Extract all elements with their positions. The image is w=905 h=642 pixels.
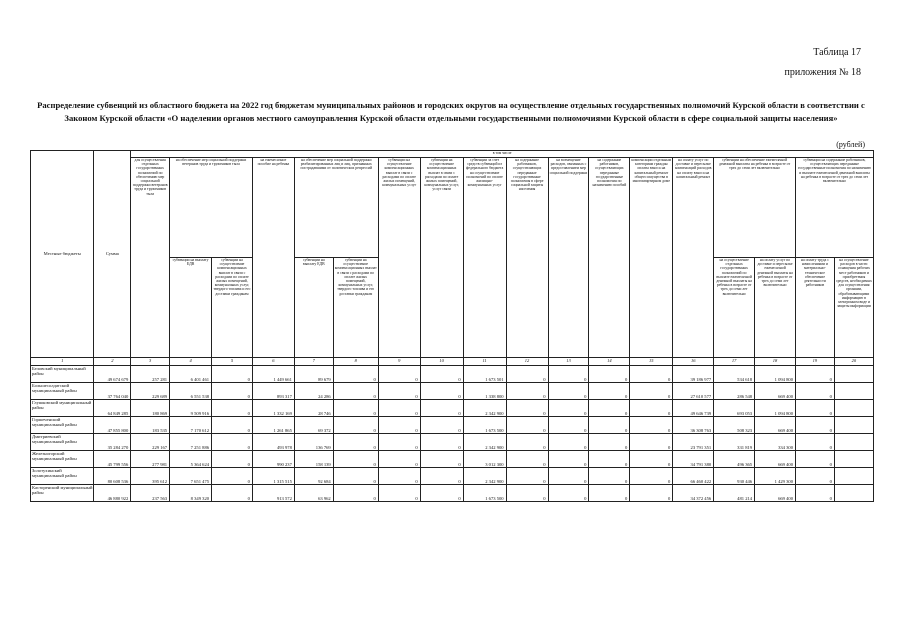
table-cell: 0 <box>333 366 378 383</box>
row-budget-name: Большесолдатский муниципальный район <box>31 383 94 400</box>
table-cell: 92 684 <box>294 468 333 485</box>
table-cell: 1 673 500 <box>463 485 506 502</box>
header-col-15: компенсации отдельным категориям граждан оплаты взноса на капитальный ремонт общего имущества в многоквартирном доме <box>630 158 673 358</box>
table-cell: 136 769 <box>294 434 333 451</box>
table-cell: 0 <box>630 366 673 383</box>
table-cell: 334 300 <box>755 434 796 451</box>
table-cell: 0 <box>212 383 253 400</box>
table-cell: 0 <box>212 468 253 485</box>
table-cell: 0 <box>796 451 835 468</box>
table-cell: 0 <box>333 485 378 502</box>
table-cell: 0 <box>548 451 589 468</box>
table-cell: 0 <box>506 400 548 417</box>
table-cell: 0 <box>589 451 630 468</box>
table-cell: 0 <box>589 485 630 502</box>
cell-sum: 45 799 556 <box>94 451 131 468</box>
table-cell: 0 <box>420 434 463 451</box>
table-cell: 0 <box>212 366 253 383</box>
table-cell: 0 <box>589 366 630 383</box>
table-cell: 0 <box>589 417 630 434</box>
table-cell: 3 012 300 <box>463 451 506 468</box>
table-cell: 49 646 739 <box>673 400 714 417</box>
table-cell: 331 819 <box>714 434 755 451</box>
subsidy-table <box>30 150 874 502</box>
table-cell: 0 <box>630 400 673 417</box>
header-col-14: на содержание работников, осуществляющих переданные государственные полномочия по назначению пособий <box>589 158 630 358</box>
table-cell-empty <box>834 451 873 468</box>
table-cell-empty <box>834 400 873 417</box>
table-cell: 23 791 351 <box>673 434 714 451</box>
table-cell: 0 <box>506 434 548 451</box>
table-cell: 0 <box>378 366 420 383</box>
table-cell: 257 281 <box>131 366 170 383</box>
table-cell: 89 679 <box>294 366 333 383</box>
table-cell: 0 <box>212 451 253 468</box>
table-cell: 0 <box>589 383 630 400</box>
table-cell: 0 <box>506 366 548 383</box>
row-budget-name: Золотухинский муниципальный район <box>31 468 94 485</box>
header-col-4-5: на обеспечение мер социальной поддержки ветеранов труда и тружеников тыла <box>170 158 253 258</box>
table-row <box>31 434 874 451</box>
table-cell: 493 978 <box>252 434 294 451</box>
table-cell: 0 <box>796 417 835 434</box>
table-cell: 7 651 475 <box>170 468 212 485</box>
table-cell: 0 <box>378 485 420 502</box>
document-title: Распределение субвенций из областного бюджета на 2022 год бюджетам муниципальных районов и городских округов на осуществление отдельных государственных полномочий Курской области в соответствии с Законом Курской области «О наделении органов местного самоуправления Курской области отдельными государственными полномочиями Курской области в сфере социальной защиты населения» <box>37 100 865 123</box>
table-cell: 24 286 <box>294 383 333 400</box>
table-cell: 0 <box>548 417 589 434</box>
table-cell: 1 315 515 <box>252 468 294 485</box>
header-col-20: на осуществление расходов в части оснащения рабочих мест работников и приобретения средств, необходимых для осуществления органами, обрабатывающими информацию в электронном виде и защиты информации <box>834 258 873 358</box>
column-number: 13 <box>548 358 589 366</box>
column-number: 20 <box>834 358 873 366</box>
table-cell: 1 094 800 <box>755 400 796 417</box>
table-cell: 0 <box>796 434 835 451</box>
table-row <box>31 468 874 485</box>
header-col-19-20: субвенции на содержание работников, осуществляющих переданные государственные полномочия по назначению и выплате ежемесячной денежной выплаты на ребенка в возрасте от трех до семи лет включительно <box>796 158 874 258</box>
column-number: 16 <box>673 358 714 366</box>
table-cell: 0 <box>212 485 253 502</box>
table-cell-empty <box>834 383 873 400</box>
table-number: Таблица 17 <box>813 47 861 58</box>
appendix-number: приложения № 18 <box>784 67 861 78</box>
table-cell: 0 <box>796 383 835 400</box>
table-cell: 0 <box>333 434 378 451</box>
table-cell: 0 <box>420 451 463 468</box>
table-cell: 2 342 900 <box>463 434 506 451</box>
table-row <box>31 451 874 468</box>
table-cell: 0 <box>506 383 548 400</box>
table-cell: 0 <box>630 485 673 502</box>
column-number: 18 <box>755 358 796 366</box>
table-cell: 6 401 461 <box>170 366 212 383</box>
table-cell: 481 214 <box>714 485 755 502</box>
table-cell: 0 <box>420 400 463 417</box>
table-cell: 0 <box>420 468 463 485</box>
table-cell: 0 <box>333 451 378 468</box>
row-budget-name: Железногорский муниципальный район <box>31 451 94 468</box>
table-cell: 1 094 800 <box>755 366 796 383</box>
column-number: 11 <box>463 358 506 366</box>
table-cell: 237 563 <box>131 485 170 502</box>
table-cell: 0 <box>548 434 589 451</box>
table-cell: 6 551 538 <box>170 383 212 400</box>
table-cell-empty <box>834 417 873 434</box>
table-cell: 183 535 <box>131 417 170 434</box>
table-cell: 508 323 <box>714 417 755 434</box>
column-number: 17 <box>714 358 755 366</box>
table-cell: 930 446 <box>714 468 755 485</box>
table-cell: 0 <box>506 417 548 434</box>
row-budget-name: Дмитриевский муниципальный район <box>31 434 94 451</box>
table-cell: 0 <box>378 451 420 468</box>
table-cell: 0 <box>796 485 835 502</box>
table-cell: 0 <box>378 383 420 400</box>
table-cell: 229 167 <box>131 434 170 451</box>
cell-sum: 37 764 040 <box>94 383 131 400</box>
header-col-5: субвенции на осуществление компенсационных выплат в связи с расходами по оплате жилых помещений, коммунальных услуг, твердого топлива и его доставки гражданам <box>212 258 253 358</box>
table-cell: 0 <box>796 400 835 417</box>
header-col-11: субвенции за счет средств субвенций из федерального бюджета на осуществление полномочий по оплате жилищно-коммунальных услуг <box>463 158 506 358</box>
table-cell: 0 <box>212 417 253 434</box>
table-row <box>31 485 874 502</box>
header-col-4: субвенции на выплату ЕДВ <box>170 258 212 358</box>
table-cell: 0 <box>333 400 378 417</box>
column-number: 1 <box>31 358 94 366</box>
header-col-3: для осуществления отдельных государственных полномочий по обеспечению мер социальной поддержки ветеранов труда и тружеников тыла <box>131 158 170 358</box>
table-cell: 0 <box>796 468 835 485</box>
table-cell: 0 <box>506 451 548 468</box>
table-cell: 39 186 977 <box>673 366 714 383</box>
table-cell: 9 509 916 <box>170 400 212 417</box>
table-cell: 669 400 <box>755 485 796 502</box>
column-number: 8 <box>333 358 378 366</box>
table-cell: 0 <box>589 400 630 417</box>
header-col-10: субвенции на осуществление компенсационных выплат в связи с расходами по оплате жилых помещений, коммунальных услуг, услуг связи <box>420 158 463 358</box>
table-row <box>31 383 874 400</box>
cell-sum: 35 284 270 <box>94 434 131 451</box>
column-number: 3 <box>131 358 170 366</box>
table-cell: 0 <box>333 417 378 434</box>
table-cell: 0 <box>548 468 589 485</box>
header-col-16: на оплату услуг по доставке и пересылке компенсаций расходов на оплату взноса на капитальный ремонт <box>673 158 714 358</box>
column-number: 9 <box>378 358 420 366</box>
header-col-7: субвенции на выплату ЕДВ <box>294 258 333 358</box>
cell-sum: 47 855 800 <box>94 417 131 434</box>
table-cell-empty <box>834 468 873 485</box>
header-col-7-8: на обеспечение мер социальной поддержки реабилитированных лиц и лиц, признанных пострадавшими от политических репрессий <box>294 158 378 258</box>
table-cell: 0 <box>796 366 835 383</box>
table-cell: 0 <box>589 434 630 451</box>
column-number: 7 <box>294 358 333 366</box>
table-cell: 5 364 624 <box>170 451 212 468</box>
table-cell: 0 <box>506 468 548 485</box>
header-col-8: субвенции на осуществление компенсационных выплат в связи с расходами по оплате жилых помещений, коммунальных услуг, твердого топлива и его доставки гражданам <box>333 258 378 358</box>
column-number: 19 <box>796 358 835 366</box>
table-cell: 7 170 612 <box>170 417 212 434</box>
row-budget-name: Касторенский муниципальный район <box>31 485 94 502</box>
table-cell: 0 <box>506 485 548 502</box>
table-cell: 229 689 <box>131 383 170 400</box>
table-row <box>31 400 874 417</box>
table-cell: 0 <box>548 400 589 417</box>
row-budget-name: Глушковский муниципальный район <box>31 400 94 417</box>
table-cell: 0 <box>212 400 253 417</box>
cell-sum: 64 849 285 <box>94 400 131 417</box>
table-cell: 277 981 <box>131 451 170 468</box>
column-number: 5 <box>212 358 253 366</box>
table-cell: 8 349 320 <box>170 485 212 502</box>
table-cell: 1 449 661 <box>252 366 294 383</box>
header-col-19: на оплату труда с начислениями и материально-техническое обеспечение деятельности работников <box>796 258 835 358</box>
table-cell: 36 308 763 <box>673 417 714 434</box>
table-cell: 27 610 577 <box>673 383 714 400</box>
table-cell: 669 400 <box>755 383 796 400</box>
table-cell: 69 372 <box>294 417 333 434</box>
table-cell: 158 139 <box>294 451 333 468</box>
column-number: 10 <box>420 358 463 366</box>
table-cell: 66 460 422 <box>673 468 714 485</box>
table-cell: 2 342 900 <box>463 400 506 417</box>
column-number: 6 <box>252 358 294 366</box>
table-cell: 913 572 <box>252 485 294 502</box>
table-cell: 0 <box>548 366 589 383</box>
table-cell: 496 365 <box>714 451 755 468</box>
row-budget-name: Горшеченский муниципальный район <box>31 417 94 434</box>
column-number: 12 <box>506 358 548 366</box>
column-number: 4 <box>170 358 212 366</box>
table-cell: 0 <box>630 468 673 485</box>
table-cell-empty <box>834 485 873 502</box>
table-cell: 893 317 <box>252 383 294 400</box>
table-cell: 669 400 <box>755 451 796 468</box>
table-cell: 34 372 456 <box>673 485 714 502</box>
header-col-17-18: субвенции на обеспечение ежемесячной денежной выплаты на ребенка в возрасте от трех до семи лет включительно <box>714 158 796 258</box>
table-cell: 0 <box>630 417 673 434</box>
header-sum: Сумма <box>94 151 131 358</box>
column-number: 15 <box>630 358 673 366</box>
table-cell: 0 <box>333 383 378 400</box>
table-cell: 395 612 <box>131 468 170 485</box>
table-cell: 286 548 <box>714 383 755 400</box>
table-cell: 0 <box>333 468 378 485</box>
units-label: (рублей) <box>836 140 865 149</box>
table-cell-empty <box>834 434 873 451</box>
table-cell: 0 <box>548 485 589 502</box>
table-cell: 63 962 <box>294 485 333 502</box>
table-cell: 0 <box>378 468 420 485</box>
header-col-18: на оплату услуг по доставке и пересылке ежемесячной денежной выплаты на ребенка в возрасте от трех до семи лет включительно <box>755 258 796 358</box>
table-cell: 28 746 <box>294 400 333 417</box>
table-cell: 0 <box>420 417 463 434</box>
header-col-9: субвенции на осуществление компенсационных выплат в связи с расходами по оплате жилых помещений, коммунальных услуг <box>378 158 420 358</box>
header-local-budgets: Местные бюджеты <box>31 151 94 358</box>
header-col-6: на ежемесячное пособие на ребенка <box>252 158 294 358</box>
table-cell: 0 <box>212 434 253 451</box>
header-including: в том числе <box>131 151 874 158</box>
table-cell: 0 <box>630 383 673 400</box>
table-cell: 180 869 <box>131 400 170 417</box>
cell-sum: 80 608 536 <box>94 468 131 485</box>
table-cell: 0 <box>420 383 463 400</box>
subsidy-table-wrapper <box>30 150 874 642</box>
table-cell: 34 791 380 <box>673 451 714 468</box>
table-cell: 1 673 500 <box>463 417 506 434</box>
table-cell: 0 <box>420 485 463 502</box>
table-row <box>31 366 874 383</box>
table-cell: 534 618 <box>714 366 755 383</box>
table-cell: 1 673 501 <box>463 366 506 383</box>
cell-sum: 46 880 922 <box>94 485 131 502</box>
table-cell: 990 237 <box>252 451 294 468</box>
cell-sum: 49 674 679 <box>94 366 131 383</box>
column-number: 2 <box>94 358 131 366</box>
table-cell-empty <box>834 366 873 383</box>
table-cell: 0 <box>589 468 630 485</box>
table-cell: 0 <box>378 417 420 434</box>
table-cell: 0 <box>548 383 589 400</box>
row-budget-name: Беловский муниципальный район <box>31 366 94 383</box>
table-cell: 1 429 300 <box>755 468 796 485</box>
table-cell: 0 <box>630 434 673 451</box>
header-col-13: на возмещение расходов, связанных с предоставлением мер социальной поддержки <box>548 158 589 358</box>
table-cell: 7 251 886 <box>170 434 212 451</box>
table-cell: 1 332 169 <box>252 400 294 417</box>
table-cell: 0 <box>378 434 420 451</box>
header-col-17: на осуществление отдельных государственных полномочий по выплате ежемесячной денежной выплаты на ребенка в возрасте от трех до семи лет включительно <box>714 258 755 358</box>
table-cell: 0 <box>630 451 673 468</box>
table-cell: 1 261 865 <box>252 417 294 434</box>
header-col-12: на содержание работников, осуществляющих переданные государственные полномочия в сфере социальной защиты населения <box>506 158 548 358</box>
table-cell: 2 342 900 <box>463 468 506 485</box>
table-cell: 1 338 800 <box>463 383 506 400</box>
table-cell: 0 <box>420 366 463 383</box>
table-row <box>31 417 874 434</box>
table-cell: 0 <box>378 400 420 417</box>
table-cell: 693 053 <box>714 400 755 417</box>
column-number: 14 <box>589 358 630 366</box>
table-cell: 669 400 <box>755 417 796 434</box>
